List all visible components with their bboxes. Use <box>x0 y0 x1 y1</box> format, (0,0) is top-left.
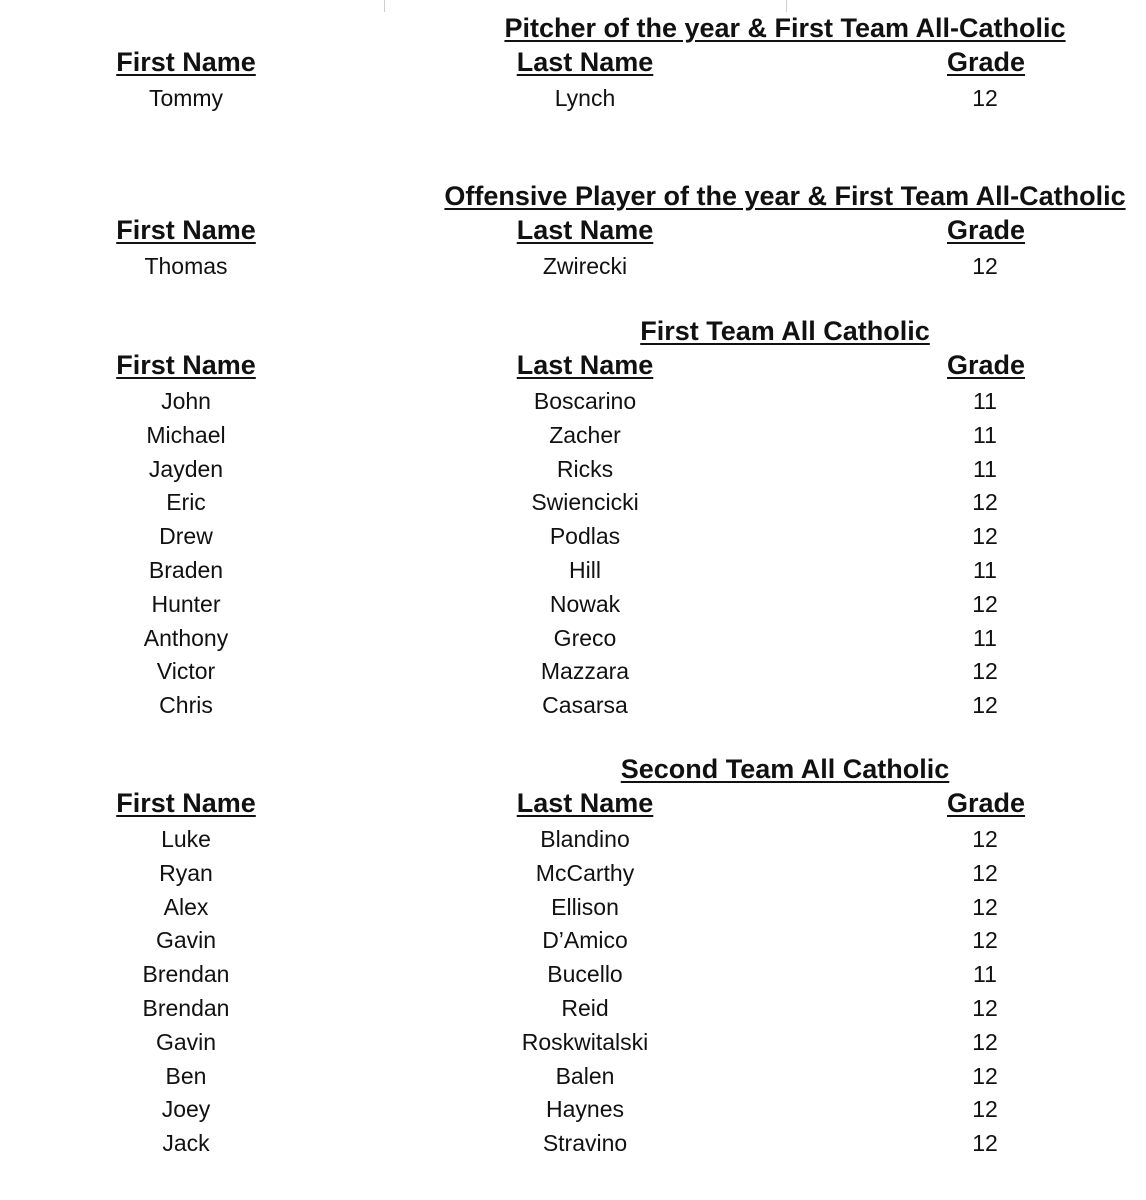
player-list <box>0 823 1146 1161</box>
table-row <box>0 385 1146 419</box>
first-name-cell: Thomas <box>144 253 228 279</box>
last-name-cell: Roskwitalski <box>521 1028 649 1055</box>
first-name-cell: Braden <box>148 556 224 583</box>
last-name-cell: Zwirecki <box>542 253 628 279</box>
last-name-cell: Casarsa <box>542 692 628 719</box>
last-name-cell: Ellison <box>551 893 619 920</box>
header-last-name: Last Name <box>516 350 654 380</box>
first-name-cell: Ryan <box>159 859 213 886</box>
table-row <box>0 823 1146 857</box>
first-name-cell: Ben <box>165 1062 207 1089</box>
grade-cell: 12 <box>972 1028 998 1055</box>
header-grade: Grade <box>947 47 1026 77</box>
grade-cell: 12 <box>972 1096 998 1123</box>
grade-cell: 11 <box>973 388 997 414</box>
table-row <box>0 1060 1146 1094</box>
table-row <box>0 1026 1146 1060</box>
header-first-name: First Name <box>116 788 256 818</box>
table-row <box>0 992 1146 1026</box>
first-name-cell: Hunter <box>151 590 221 617</box>
header-last-name: Last Name <box>516 788 654 818</box>
first-name-cell: Victor <box>156 658 216 685</box>
first-name-cell: Jayden <box>148 455 224 482</box>
section-title: Pitcher of the year & First Team All-Catholic <box>504 13 1066 43</box>
grade-cell: 11 <box>973 556 997 583</box>
player-list <box>0 385 1146 723</box>
last-name-cell: Ricks <box>556 455 614 482</box>
first-name-cell: Brendan <box>142 994 230 1021</box>
last-name-cell: Balen <box>555 1062 615 1089</box>
grade-cell: 12 <box>972 994 998 1021</box>
grade-cell: 11 <box>973 455 997 482</box>
table-row <box>0 250 1146 284</box>
header-first-name: First Name <box>116 215 256 245</box>
table-row <box>0 891 1146 925</box>
grade-cell: 12 <box>972 1130 998 1157</box>
grade-cell: 11 <box>973 961 997 988</box>
grade-cell: 11 <box>973 624 997 651</box>
header-last-name: Last Name <box>516 215 654 245</box>
last-name-cell: Greco <box>553 624 617 651</box>
table-row <box>0 82 1146 116</box>
grade-cell: 12 <box>972 826 998 852</box>
section-title: Offensive Player of the year & First Team All-Catholic <box>444 181 1126 211</box>
player-list <box>0 82 1146 116</box>
first-name-cell: Gavin <box>155 1028 217 1055</box>
first-name-cell: Alex <box>163 893 209 920</box>
section-title: Second Team All Catholic <box>620 754 950 784</box>
table-row <box>0 655 1146 689</box>
table-row <box>0 520 1146 554</box>
header-grade: Grade <box>947 350 1026 380</box>
grade-cell: 12 <box>972 658 998 685</box>
first-name-cell: Chris <box>159 692 213 719</box>
first-name-cell: Anthony <box>143 624 229 651</box>
header-first-name: First Name <box>116 47 256 77</box>
first-name-cell: Joey <box>161 1096 211 1123</box>
last-name-cell: McCarthy <box>535 859 635 886</box>
grade-cell: 12 <box>972 1062 998 1089</box>
first-name-cell: Drew <box>159 523 213 550</box>
last-name-cell: Mazzara <box>540 658 630 685</box>
grade-cell: 12 <box>972 692 998 719</box>
last-name-cell: Lynch <box>554 85 616 111</box>
table-row <box>0 588 1146 622</box>
last-name-cell: Nowak <box>549 590 621 617</box>
last-name-cell: D’Amico <box>542 927 628 954</box>
grade-cell: 12 <box>972 523 998 550</box>
header-grade: Grade <box>947 215 1026 245</box>
last-name-cell: Haynes <box>546 1096 624 1123</box>
table-row <box>0 958 1146 992</box>
grade-cell: 12 <box>972 590 998 617</box>
grade-cell: 12 <box>972 489 998 516</box>
grade-cell: 12 <box>972 893 998 920</box>
grade-cell: 12 <box>972 253 998 279</box>
last-name-cell: Podlas <box>549 523 621 550</box>
header-last-name: Last Name <box>516 47 654 77</box>
section-title: First Team All Catholic <box>640 316 930 346</box>
table-row <box>0 486 1146 520</box>
last-name-cell: Zacher <box>549 421 621 448</box>
first-name-cell: Luke <box>161 826 211 852</box>
cell-gridline <box>384 0 385 12</box>
table-row <box>0 419 1146 453</box>
last-name-cell: Boscarino <box>533 388 637 414</box>
last-name-cell: Bucello <box>547 961 623 988</box>
table-row <box>0 689 1146 723</box>
player-list <box>0 250 1146 284</box>
grade-cell: 12 <box>972 859 998 886</box>
first-name-cell: Michael <box>146 421 226 448</box>
table-row <box>0 1093 1146 1127</box>
first-name-cell: Jack <box>162 1130 210 1157</box>
first-name-cell: John <box>161 388 211 414</box>
table-row <box>0 857 1146 891</box>
grade-cell: 12 <box>972 85 998 111</box>
table-row <box>0 1127 1146 1161</box>
table-row <box>0 924 1146 958</box>
grade-cell: 11 <box>973 421 997 448</box>
table-row <box>0 554 1146 588</box>
last-name-cell: Swiencicki <box>531 489 639 516</box>
header-first-name: First Name <box>116 350 256 380</box>
first-name-cell: Brendan <box>142 961 230 988</box>
first-name-cell: Tommy <box>148 85 224 111</box>
table-row <box>0 453 1146 487</box>
last-name-cell: Stravino <box>542 1130 628 1157</box>
first-name-cell: Gavin <box>155 927 217 954</box>
header-grade: Grade <box>947 788 1026 818</box>
first-name-cell: Eric <box>166 489 206 516</box>
table-row <box>0 622 1146 656</box>
last-name-cell: Hill <box>569 556 601 583</box>
last-name-cell: Reid <box>561 994 609 1021</box>
last-name-cell: Blandino <box>540 826 630 852</box>
grade-cell: 12 <box>972 927 998 954</box>
cell-gridline <box>786 0 787 12</box>
